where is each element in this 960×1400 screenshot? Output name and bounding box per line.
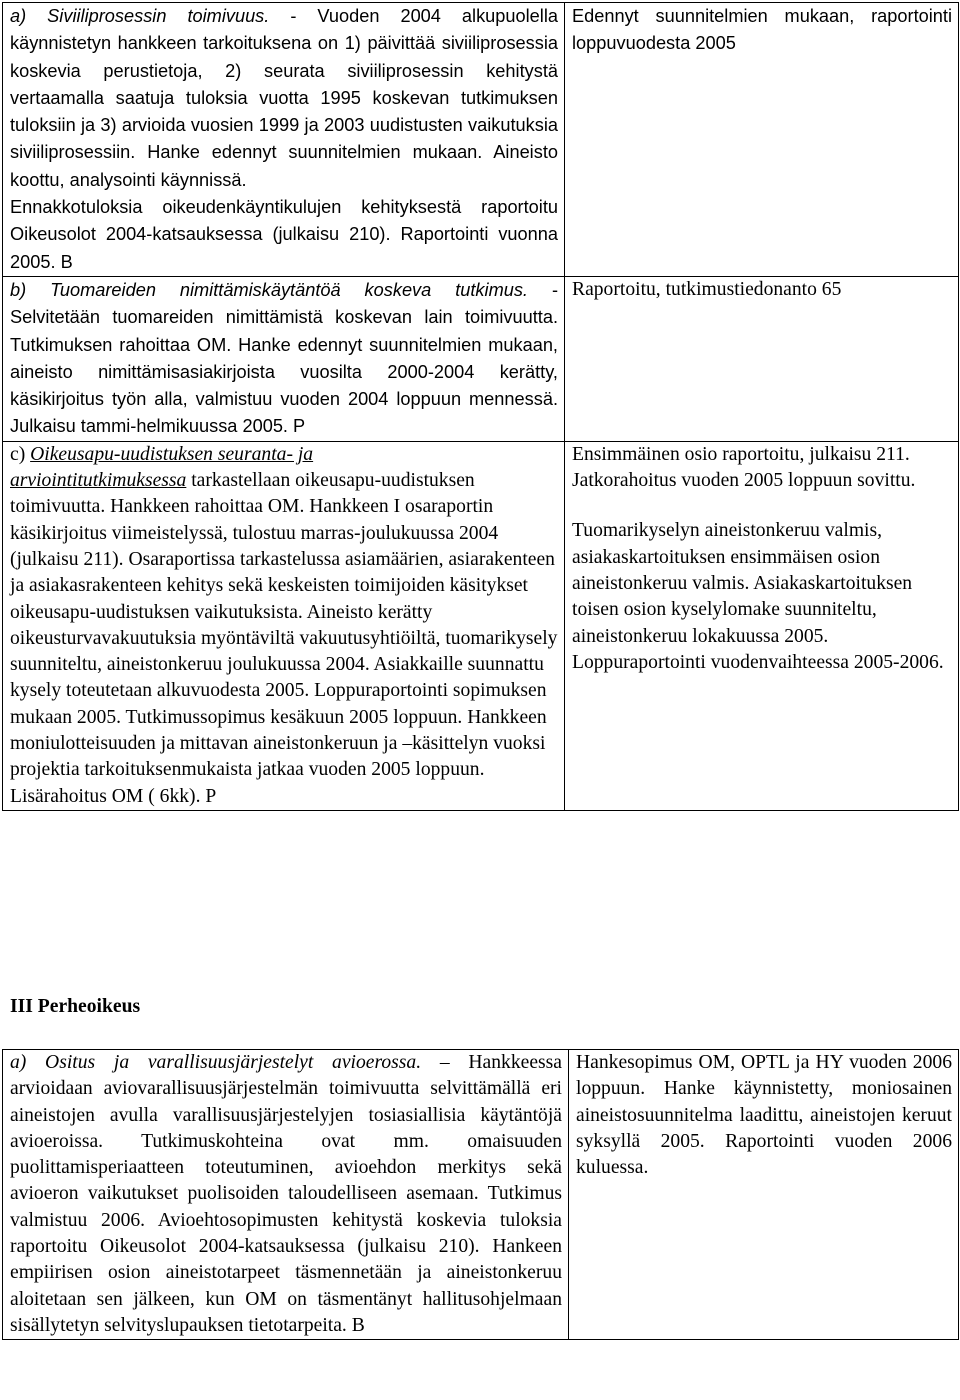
- project-description: – Hankkeessa arvioidaan aviovarallisuusjärjestelmän toimivuutta selvittämällä eri aineistojen avulla varallisuusjärjestelyjen tosiasiallisia käytäntöjä avioeroissa. Tutkimuskohteina ovat mm. omaisuuden puolittamisperiaatteen toteutuminen, avioehdon merkitys sekä avioeron vaikutukset puolisoiden taloudelliseen asemaan. Tutkimus valmistuu 2006. Avioehtosopimusten kehitystä koskevia tuloksia raportoitu Oikeusolot 2004-katsauksessa (julkaisu 210). Hankeen empiirisen osion aineistotarpeet täsmennetään ja aineistonkeruu aloitetaan sen jälkeen, kun OM on täsmentänyt hallitusohjelmaan sisällytetyn selvityslupauksen tietotarpeita. B: [10, 1052, 562, 1336]
- section-heading: III Perheoikeus: [10, 996, 141, 1017]
- project-status: Raportoitu, tutkimustiedonanto 65: [572, 278, 842, 300]
- project-status: Hankesopimus OM, OPTL ja HY vuoden 2006 loppuun. Hanke käynnistetty, moniosainen aineistosuunnitelma laadittu, aineistojen keruut syksyllä 2005. Raportointi vuoden 2006 kuluessa.: [576, 1052, 952, 1179]
- project-status: Edennyt suunnitelmien mukaan, raportointi loppuvuodesta 2005: [572, 6, 952, 54]
- project-title: a) Ositus ja varallisuusjärjestelyt avioerossa.: [10, 1052, 422, 1073]
- project-description: - Selvitetään tuomareiden nimittämistä koskevan lain toimivuutta. Tutkimuksen rahoittaa OM. Hanke edennyt suunnitelmien mukaan, aineisto nimittämisasiakirjoista vuosilta 2000-2004 kerätty, käsikirjoitus työn alla, valmistuu vuoden 2004 loppuun mennessä. Julkaisu tammi-helmikuussa 2005. P: [10, 279, 558, 437]
- project-description-cell: [3, 441, 565, 810]
- project-status: Ensimmäinen osio raportoitu, julkaisu 211. Jatkorahoitus vuoden 2005 loppuun sovittu.: [572, 443, 916, 492]
- project-status-cell: [565, 276, 959, 441]
- project-title-prefix: c): [10, 443, 31, 465]
- project-description-cell: [3, 276, 565, 441]
- project-status-cell: [569, 1050, 959, 1340]
- table-row: [3, 1050, 959, 1340]
- project-status-update: Tuomarikyselyn aineistonkeruu valmis, asiakaskartoituksen ensimmäisen osion aineistonkeruu valmis. Asiakaskartoituksen toisen osion kyselylomake suunniteltu, aineistonkeruu lokakuussa 2005. Loppuraportointi vuodenvaihteessa 2005-2006.: [572, 520, 944, 673]
- project-description-cell: [3, 1050, 569, 1340]
- project-title: b) Tuomareiden nimittämiskäytäntöä koskeva tutkimus.: [10, 279, 528, 300]
- table-row: [3, 3, 959, 277]
- table-row: [3, 441, 959, 810]
- project-title-continued: arviointitutkimuksessa: [10, 470, 187, 492]
- project-status-cell: [565, 3, 959, 277]
- project-description: - Vuoden 2004 alkupuolella käynnistetyn hankkeen tarkoituksena on 1) päivittää siviiliprosessia koskevia perustietoja, 2) seurata siviiliprosessin kehitystä vertaamalla saatuja tuloksia vuotta 1995 koskevan tutkimuksen tuloksiin ja 3) arvioida vuosien 1999 ja 2003 uudistusten vaikutuksia siviiliprosessiin. Hanke edennyt suunnitelmien mukaan. Aineisto koottu, analysointi käynnissä.: [10, 6, 558, 190]
- project-description-cell: [3, 3, 565, 277]
- family-law-table: [2, 1049, 959, 1340]
- project-status-cell: [565, 441, 959, 810]
- table-row: [3, 276, 959, 441]
- project-title: Oikeusapu-uudistuksen seuranta- ja: [30, 443, 314, 465]
- project-title: a) Siviiliprosessin toimivuus.: [10, 6, 270, 26]
- research-projects-table: [2, 2, 959, 811]
- project-description-continued: Ennakkotuloksia oikeudenkäyntikulujen kehityksestä raportoitu Oikeusolot 2004-katsauksessa (julkaisu 210). Raportointi vuonna 2005. B: [10, 197, 558, 272]
- project-description: tarkastellaan oikeusapu-uudistuksen toimivuutta. Hankkeen rahoittaa OM. Hankkeen I osaraportin käsikirjoitus viimeistelyssä, tulostuu marras-joulukuussa 2004 (julkaisu 211). Osaraportissa tarkastelussa asiamäärien, asiarakenteen ja asiakasrakenteen kehitys sekä keskeisten toimijoiden käsitykset oikeusapu-uudistuksen vaikutuksista. Aineisto kerätty oikeusturvavakuutuksia myöntäviltä vakuutusyhtiöiltä, tuomarikysely suunniteltu, aineistonkeruu joulukuussa 2004. Asiakkaille suunnattu kysely toteutetaan alkuvuodesta 2005. Loppuraportointi sopimuksen mukaan 2005. Tutkimussopimus kesäkuun 2005 loppuun. Hankkeen moniulotteisuuden ja mittavan aineistonkeruun ja –käsittelyn vuoksi projektia tarkoituksenmukaista jatkaa vuoden 2005 loppuun. Lisärahoitus OM ( 6kk). P: [10, 470, 558, 807]
